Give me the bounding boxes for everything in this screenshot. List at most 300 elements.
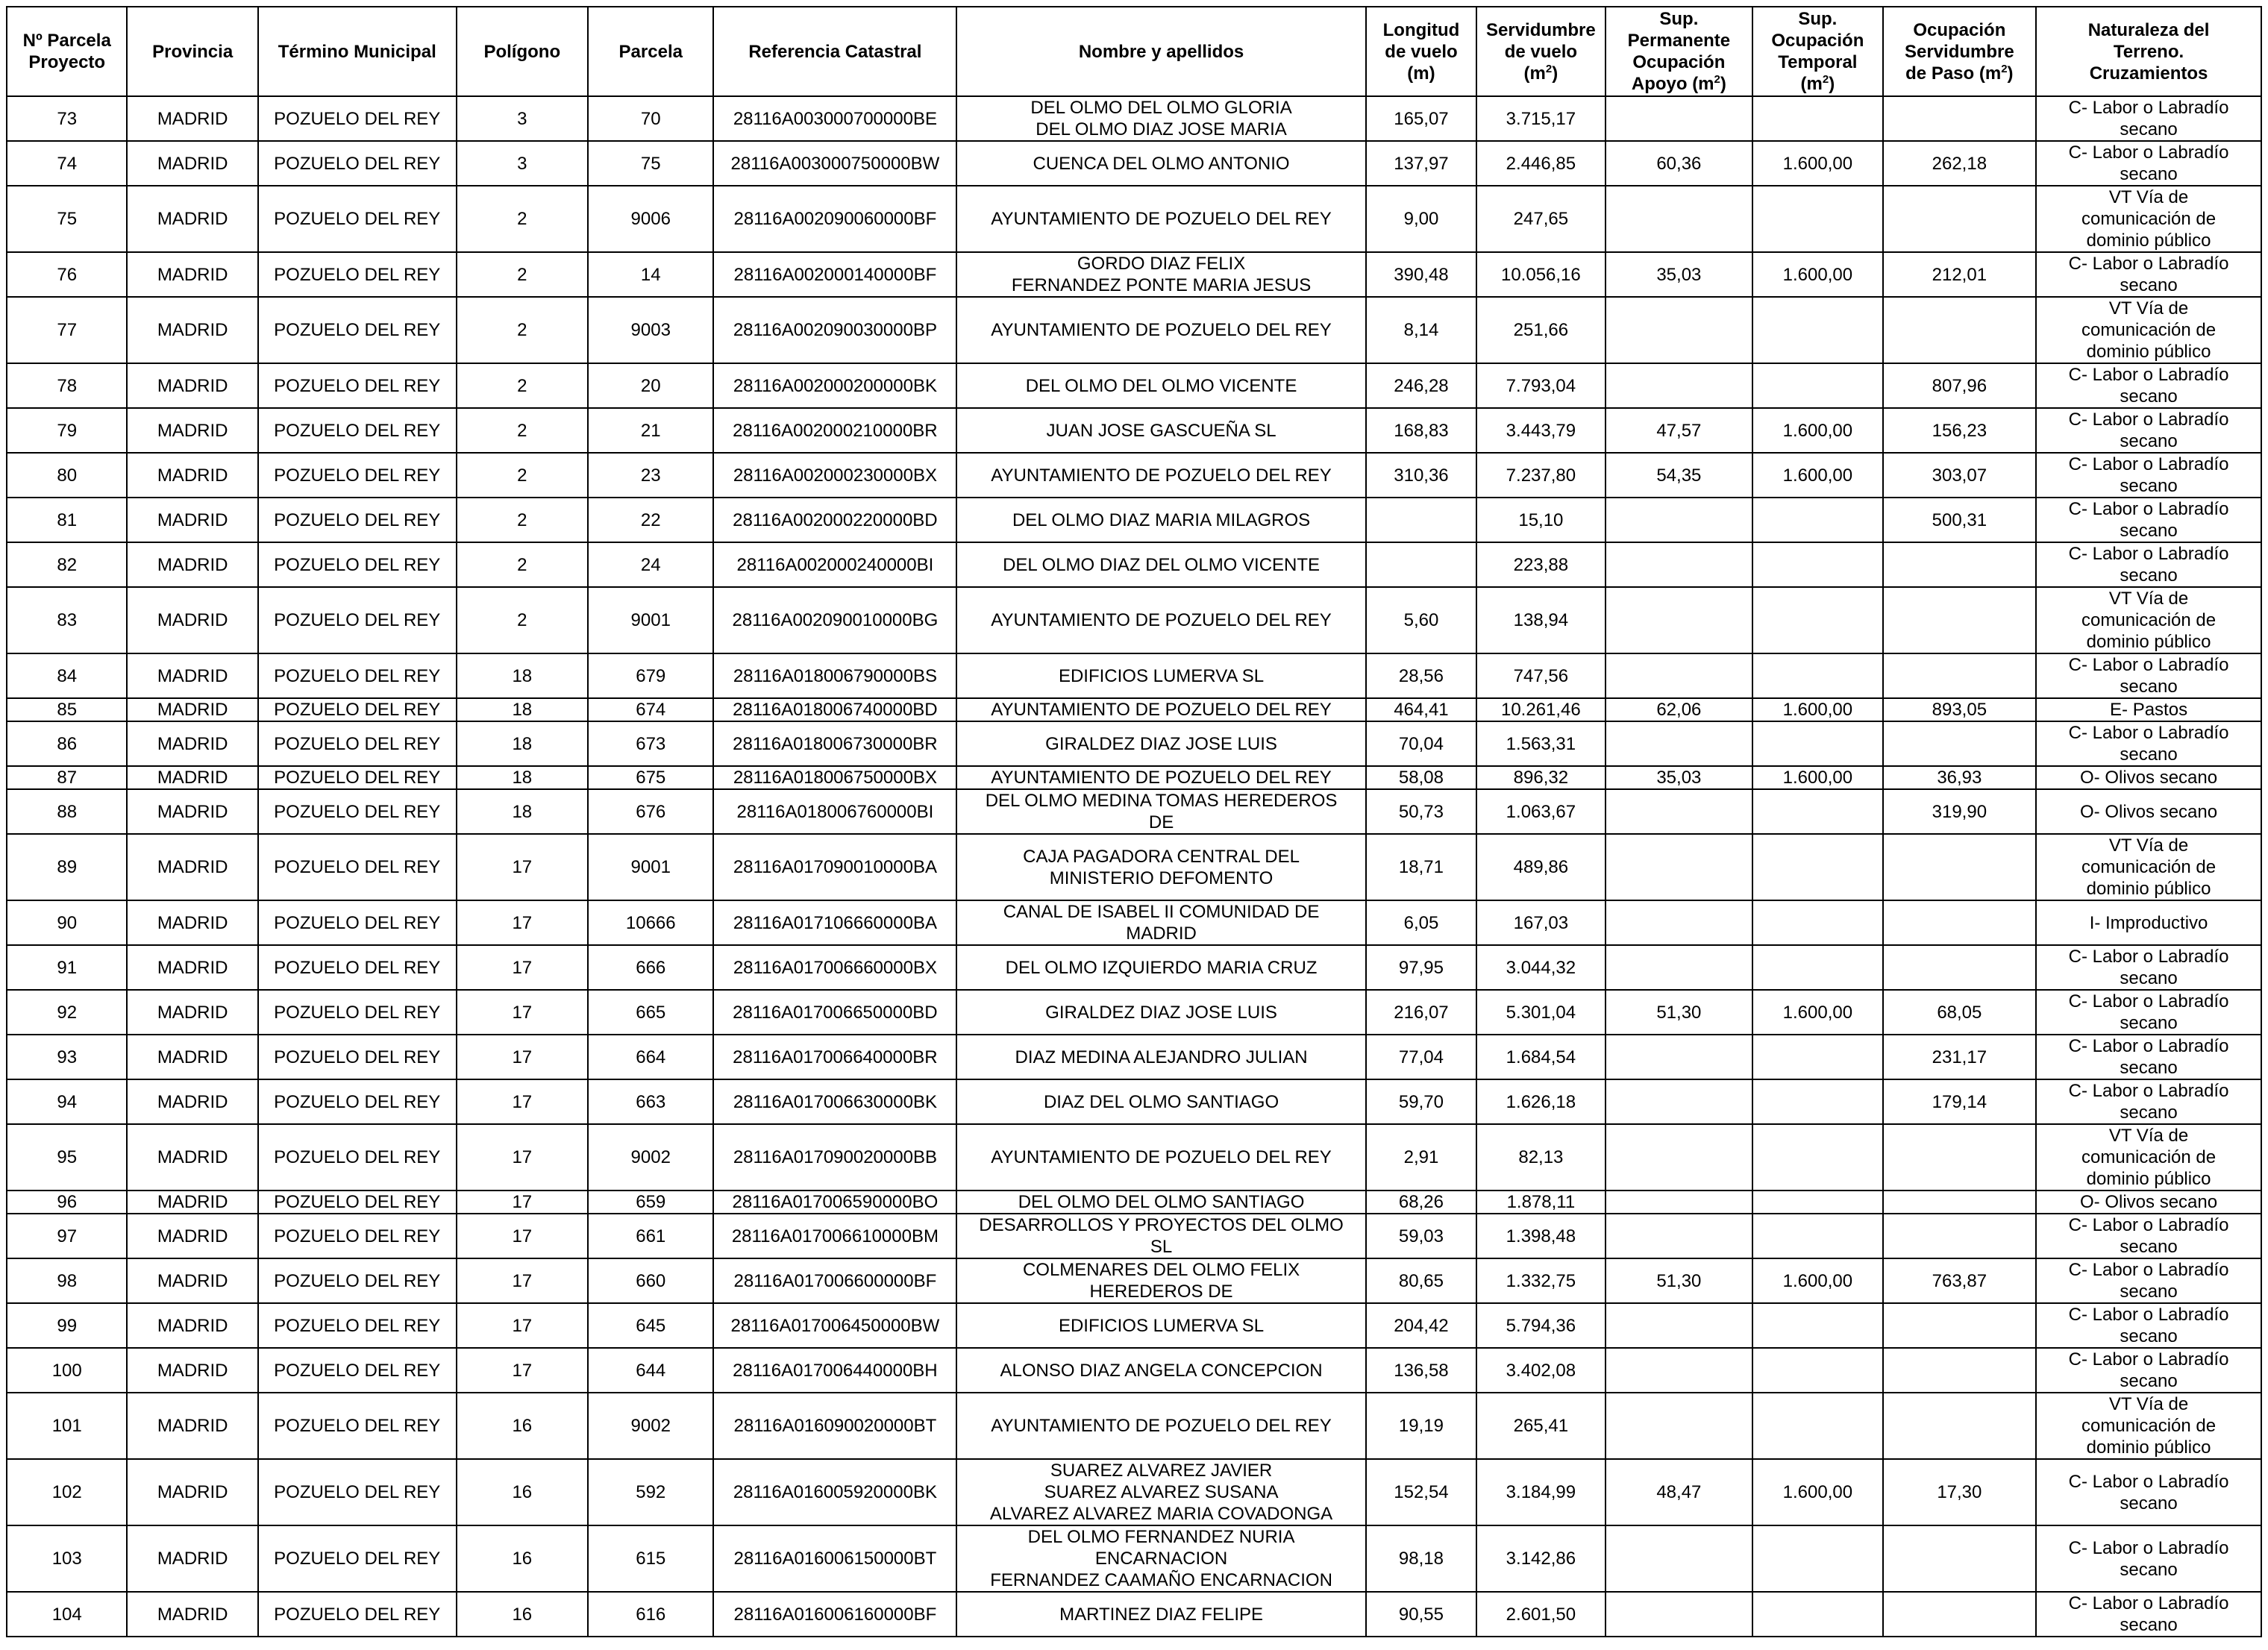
cell-permanent-support-area [1606, 721, 1753, 766]
cell-parcel-number: 80 [7, 453, 127, 498]
cell-province: MADRID [127, 1191, 257, 1214]
cell-parcel: 9001 [588, 587, 713, 653]
cell-flight-easement: 265,41 [1476, 1393, 1605, 1459]
cell-land-nature: C- Labor o Labradío secano [2036, 1348, 2261, 1393]
cell-flight-length: 390,48 [1366, 252, 1476, 297]
table-row [7, 1592, 2261, 1637]
cell-owner-name: ALONSO DIAZ ANGELA CONCEPCION [956, 1348, 1365, 1393]
header-owner-name: Nombre y apellidos [956, 7, 1365, 96]
cell-permanent-support-area [1606, 498, 1753, 542]
cell-land-nature: C- Labor o Labradío secano [2036, 408, 2261, 453]
cell-cadastral-reference: 28116A017006650000BD [713, 990, 956, 1035]
cell-province: MADRID [127, 653, 257, 698]
cell-land-nature: C- Labor o Labradío secano [2036, 1592, 2261, 1637]
cell-cadastral-reference: 28116A017006640000BR [713, 1035, 956, 1079]
cell-municipality: POZUELO DEL REY [258, 1079, 457, 1124]
cell-province: MADRID [127, 1079, 257, 1124]
cell-flight-length: 59,03 [1366, 1214, 1476, 1258]
cell-polygon: 18 [457, 698, 588, 721]
cell-province: MADRID [127, 297, 257, 363]
header-temporary-occupation: Sup. Ocupación Temporal $(m^2)$ [1752, 7, 1882, 96]
cell-flight-easement: 896,32 [1476, 766, 1605, 789]
cell-land-nature: C- Labor o Labradío secano [2036, 990, 2261, 1035]
table-row [7, 96, 2261, 141]
table-row [7, 453, 2261, 498]
cell-passage-easement [1883, 834, 2037, 900]
cell-temporary-occupation [1752, 297, 1882, 363]
cell-province: MADRID [127, 1214, 257, 1258]
cell-province: MADRID [127, 1348, 257, 1393]
cell-permanent-support-area [1606, 363, 1753, 408]
cell-temporary-occupation [1752, 587, 1882, 653]
cell-permanent-support-area [1606, 587, 1753, 653]
cell-flight-length: 70,04 [1366, 721, 1476, 766]
cell-parcel-number: 88 [7, 789, 127, 834]
cell-parcel-number: 77 [7, 297, 127, 363]
cell-parcel: 666 [588, 945, 713, 990]
cell-polygon: 17 [457, 1124, 588, 1191]
cell-polygon: 17 [457, 1191, 588, 1214]
cell-polygon: 17 [457, 1214, 588, 1258]
table-row [7, 1393, 2261, 1459]
cell-municipality: POZUELO DEL REY [258, 990, 457, 1035]
table-row [7, 1303, 2261, 1348]
header-cadastral-reference: Referencia Catastral [713, 7, 956, 96]
cell-land-nature: C- Labor o Labradío secano [2036, 1303, 2261, 1348]
table-row [7, 698, 2261, 721]
cell-permanent-support-area: 51,30 [1606, 990, 1753, 1035]
cell-polygon: 2 [457, 252, 588, 297]
cell-municipality: POZUELO DEL REY [258, 1124, 457, 1191]
cell-parcel: 615 [588, 1525, 713, 1592]
cell-province: MADRID [127, 363, 257, 408]
header-flight-easement: Servidumbre de vuelo $(m^2)$ [1476, 7, 1605, 96]
cell-owner-name: AYUNTAMIENTO DE POZUELO DEL REY [956, 766, 1365, 789]
cell-temporary-occupation [1752, 542, 1882, 587]
cell-parcel: 9002 [588, 1393, 713, 1459]
cell-owner-name: DEL OLMO DIAZ MARIA MILAGROS [956, 498, 1365, 542]
cell-land-nature: C- Labor o Labradío secano [2036, 1214, 2261, 1258]
cell-flight-length: 18,71 [1366, 834, 1476, 900]
cell-flight-length: 98,18 [1366, 1525, 1476, 1592]
cell-cadastral-reference: 28116A002000240000BI [713, 542, 956, 587]
cell-permanent-support-area [1606, 1303, 1753, 1348]
cell-polygon: 18 [457, 789, 588, 834]
cell-land-nature: O- Olivos secano [2036, 766, 2261, 789]
cell-land-nature: O- Olivos secano [2036, 1191, 2261, 1214]
cell-land-nature: VT Vía de comunicación de dominio público [2036, 1124, 2261, 1191]
cell-municipality: POZUELO DEL REY [258, 1303, 457, 1348]
cell-parcel: 14 [588, 252, 713, 297]
cell-temporary-occupation [1752, 945, 1882, 990]
cell-parcel: 665 [588, 990, 713, 1035]
cell-parcel-number: 83 [7, 587, 127, 653]
cell-land-nature: C- Labor o Labradío secano [2036, 363, 2261, 408]
cell-municipality: POZUELO DEL REY [258, 945, 457, 990]
cell-flight-length: 216,07 [1366, 990, 1476, 1035]
cell-municipality: POZUELO DEL REY [258, 408, 457, 453]
table-row [7, 990, 2261, 1035]
cell-municipality: POZUELO DEL REY [258, 766, 457, 789]
cell-parcel: 645 [588, 1303, 713, 1348]
cell-owner-name: CUENCA DEL OLMO ANTONIO [956, 141, 1365, 186]
cell-municipality: POZUELO DEL REY [258, 1525, 457, 1592]
cell-municipality: POZUELO DEL REY [258, 1191, 457, 1214]
cell-polygon: 2 [457, 297, 588, 363]
cell-passage-easement: 319,90 [1883, 789, 2037, 834]
cell-temporary-occupation [1752, 1393, 1882, 1459]
cell-cadastral-reference: 28116A017090010000BA [713, 834, 956, 900]
cell-owner-name: AYUNTAMIENTO DE POZUELO DEL REY [956, 698, 1365, 721]
cell-flight-length: 90,55 [1366, 1592, 1476, 1637]
cell-flight-easement: 3.184,99 [1476, 1459, 1605, 1525]
cell-flight-easement: 747,56 [1476, 653, 1605, 698]
cell-province: MADRID [127, 698, 257, 721]
cell-cadastral-reference: 28116A017006450000BW [713, 1303, 956, 1348]
cell-cadastral-reference: 28116A002000210000BR [713, 408, 956, 453]
cell-flight-length: 6,05 [1366, 900, 1476, 945]
cell-flight-easement: 5.301,04 [1476, 990, 1605, 1035]
cell-passage-easement: 807,96 [1883, 363, 2037, 408]
cell-parcel-number: 86 [7, 721, 127, 766]
table-row [7, 653, 2261, 698]
cell-owner-name: DEL OLMO MEDINA TOMAS HEREDEROS DE [956, 789, 1365, 834]
cell-passage-easement: 231,17 [1883, 1035, 2037, 1079]
cell-parcel: 675 [588, 766, 713, 789]
cell-parcel: 24 [588, 542, 713, 587]
header-parcel: Parcela [588, 7, 713, 96]
cell-temporary-occupation [1752, 1525, 1882, 1592]
cell-cadastral-reference: 28116A016090020000BT [713, 1393, 956, 1459]
cell-cadastral-reference: 28116A017006630000BK [713, 1079, 956, 1124]
cell-passage-easement [1883, 945, 2037, 990]
cell-owner-name: DIAZ MEDINA ALEJANDRO JULIAN [956, 1035, 1365, 1079]
cell-land-nature: VT Vía de comunicación de dominio público [2036, 297, 2261, 363]
cell-parcel-number: 81 [7, 498, 127, 542]
table-row [7, 1459, 2261, 1525]
cell-parcel-number: 78 [7, 363, 127, 408]
cell-flight-length: 28,56 [1366, 653, 1476, 698]
cell-province: MADRID [127, 834, 257, 900]
cell-flight-easement: 2.446,85 [1476, 141, 1605, 186]
cell-parcel-number: 102 [7, 1459, 127, 1525]
cell-permanent-support-area [1606, 834, 1753, 900]
cell-land-nature: C- Labor o Labradío secano [2036, 945, 2261, 990]
cell-parcel: 664 [588, 1035, 713, 1079]
cell-municipality: POZUELO DEL REY [258, 789, 457, 834]
parcel-document [6, 6, 2262, 1637]
cell-polygon: 16 [457, 1393, 588, 1459]
cell-passage-easement [1883, 186, 2037, 252]
cell-parcel: 9002 [588, 1124, 713, 1191]
cell-flight-length: 58,08 [1366, 766, 1476, 789]
cell-flight-easement: 138,94 [1476, 587, 1605, 653]
cell-province: MADRID [127, 141, 257, 186]
cell-cadastral-reference: 28116A003000700000BE [713, 96, 956, 141]
cell-flight-length: 165,07 [1366, 96, 1476, 141]
table-row [7, 186, 2261, 252]
cell-temporary-occupation [1752, 721, 1882, 766]
cell-flight-length: 246,28 [1366, 363, 1476, 408]
cell-flight-length: 464,41 [1366, 698, 1476, 721]
cell-flight-easement: 15,10 [1476, 498, 1605, 542]
cell-temporary-occupation [1752, 498, 1882, 542]
cell-passage-easement [1883, 1525, 2037, 1592]
cell-province: MADRID [127, 408, 257, 453]
cell-polygon: 17 [457, 1035, 588, 1079]
cell-province: MADRID [127, 945, 257, 990]
cell-land-nature: E- Pastos [2036, 698, 2261, 721]
table-row [7, 1079, 2261, 1124]
table-row [7, 141, 2261, 186]
cell-flight-length: 80,65 [1366, 1258, 1476, 1303]
cell-municipality: POZUELO DEL REY [258, 141, 457, 186]
cell-municipality: POZUELO DEL REY [258, 1393, 457, 1459]
cell-parcel-number: 101 [7, 1393, 127, 1459]
cell-permanent-support-area: 62,06 [1606, 698, 1753, 721]
cell-parcel: 659 [588, 1191, 713, 1214]
cell-passage-easement: 156,23 [1883, 408, 2037, 453]
cell-flight-easement: 5.794,36 [1476, 1303, 1605, 1348]
cell-temporary-occupation [1752, 1191, 1882, 1214]
cell-parcel-number: 82 [7, 542, 127, 587]
cell-flight-length: 19,19 [1366, 1393, 1476, 1459]
cell-permanent-support-area [1606, 1191, 1753, 1214]
cell-cadastral-reference: 28116A003000750000BW [713, 141, 956, 186]
cell-municipality: POZUELO DEL REY [258, 698, 457, 721]
cell-cadastral-reference: 28116A002000200000BK [713, 363, 956, 408]
cell-temporary-occupation [1752, 1214, 1882, 1258]
cell-land-nature: I- Improductivo [2036, 900, 2261, 945]
cell-parcel: 10666 [588, 900, 713, 945]
cell-passage-easement [1883, 653, 2037, 698]
cell-owner-name: COLMENARES DEL OLMO FELIX HEREDEROS DE [956, 1258, 1365, 1303]
cell-flight-easement: 7.237,80 [1476, 453, 1605, 498]
cell-parcel-number: 85 [7, 698, 127, 721]
cell-temporary-occupation [1752, 789, 1882, 834]
cell-land-nature: VT Vía de comunicación de dominio público [2036, 1393, 2261, 1459]
cell-municipality: POZUELO DEL REY [258, 542, 457, 587]
table-row [7, 945, 2261, 990]
cell-permanent-support-area [1606, 653, 1753, 698]
cell-polygon: 3 [457, 96, 588, 141]
cell-permanent-support-area: 47,57 [1606, 408, 1753, 453]
cell-parcel: 70 [588, 96, 713, 141]
cell-permanent-support-area [1606, 1348, 1753, 1393]
cell-flight-easement: 3.443,79 [1476, 408, 1605, 453]
cell-passage-easement [1883, 1348, 2037, 1393]
cell-passage-easement: 500,31 [1883, 498, 2037, 542]
cell-flight-length: 310,36 [1366, 453, 1476, 498]
cell-permanent-support-area: 60,36 [1606, 141, 1753, 186]
cell-cadastral-reference: 28116A017006590000BO [713, 1191, 956, 1214]
cell-parcel: 679 [588, 653, 713, 698]
cell-parcel: 673 [588, 721, 713, 766]
cell-municipality: POZUELO DEL REY [258, 721, 457, 766]
cell-province: MADRID [127, 587, 257, 653]
cell-province: MADRID [127, 1303, 257, 1348]
cell-temporary-occupation [1752, 1303, 1882, 1348]
header-parcel-number: Nº Parcela Proyecto [7, 7, 127, 96]
cell-flight-easement: 82,13 [1476, 1124, 1605, 1191]
cell-passage-easement [1883, 587, 2037, 653]
cell-parcel: 75 [588, 141, 713, 186]
cell-parcel: 22 [588, 498, 713, 542]
cell-owner-name: DEL OLMO DEL OLMO SANTIAGO [956, 1191, 1365, 1214]
table-row [7, 721, 2261, 766]
cell-land-nature: C- Labor o Labradío secano [2036, 1079, 2261, 1124]
cell-parcel: 663 [588, 1079, 713, 1124]
cell-polygon: 17 [457, 900, 588, 945]
cell-land-nature: C- Labor o Labradío secano [2036, 1459, 2261, 1525]
table-row [7, 587, 2261, 653]
cell-permanent-support-area: 35,03 [1606, 252, 1753, 297]
cell-polygon: 2 [457, 542, 588, 587]
cell-flight-length: 97,95 [1366, 945, 1476, 990]
cell-flight-easement: 10.261,46 [1476, 698, 1605, 721]
cell-parcel-number: 75 [7, 186, 127, 252]
cell-passage-easement: 212,01 [1883, 252, 2037, 297]
cell-municipality: POZUELO DEL REY [258, 587, 457, 653]
cell-temporary-occupation [1752, 1348, 1882, 1393]
cell-province: MADRID [127, 721, 257, 766]
cell-province: MADRID [127, 1459, 257, 1525]
cell-parcel-number: 97 [7, 1214, 127, 1258]
table-row [7, 1214, 2261, 1258]
cell-owner-name: AYUNTAMIENTO DE POZUELO DEL REY [956, 587, 1365, 653]
cell-polygon: 16 [457, 1592, 588, 1637]
header-flight-length: Longitud de vuelo (m) [1366, 7, 1476, 96]
cell-permanent-support-area: 54,35 [1606, 453, 1753, 498]
cell-land-nature: C- Labor o Labradío secano [2036, 1035, 2261, 1079]
cell-owner-name: DIAZ DEL OLMO SANTIAGO [956, 1079, 1365, 1124]
cell-polygon: 2 [457, 587, 588, 653]
cell-cadastral-reference: 28116A017090020000BB [713, 1124, 956, 1191]
cell-passage-easement: 303,07 [1883, 453, 2037, 498]
cell-owner-name: CAJA PAGADORA CENTRAL DEL MINISTERIO DEFOMENTO [956, 834, 1365, 900]
cell-flight-easement: 251,66 [1476, 297, 1605, 363]
cell-polygon: 17 [457, 834, 588, 900]
table-row [7, 297, 2261, 363]
cell-polygon: 16 [457, 1459, 588, 1525]
cell-flight-length: 168,83 [1366, 408, 1476, 453]
cell-flight-length: 137,97 [1366, 141, 1476, 186]
cell-parcel-number: 96 [7, 1191, 127, 1214]
cell-flight-easement: 167,03 [1476, 900, 1605, 945]
cell-municipality: POZUELO DEL REY [258, 498, 457, 542]
cell-polygon: 17 [457, 1258, 588, 1303]
cell-province: MADRID [127, 453, 257, 498]
cell-land-nature: VT Vía de comunicación de dominio público [2036, 834, 2261, 900]
cell-cadastral-reference: 28116A016006160000BF [713, 1592, 956, 1637]
cell-municipality: POZUELO DEL REY [258, 96, 457, 141]
cell-province: MADRID [127, 990, 257, 1035]
table-row [7, 363, 2261, 408]
cell-temporary-occupation [1752, 1079, 1882, 1124]
cell-owner-name: DEL OLMO FERNANDEZ NURIA ENCARNACION FERNANDEZ CAAMAÑO ENCARNACION [956, 1525, 1365, 1592]
cell-cadastral-reference: 28116A017006440000BH [713, 1348, 956, 1393]
cell-province: MADRID [127, 1258, 257, 1303]
cell-flight-easement: 1.626,18 [1476, 1079, 1605, 1124]
cell-parcel: 592 [588, 1459, 713, 1525]
cell-parcel-number: 79 [7, 408, 127, 453]
cell-land-nature: VT Vía de comunicación de dominio público [2036, 587, 2261, 653]
cell-permanent-support-area [1606, 1035, 1753, 1079]
cell-land-nature: C- Labor o Labradío secano [2036, 653, 2261, 698]
cell-parcel: 674 [588, 698, 713, 721]
cell-permanent-support-area [1606, 297, 1753, 363]
cell-land-nature: C- Labor o Labradío secano [2036, 252, 2261, 297]
cell-municipality: POZUELO DEL REY [258, 900, 457, 945]
cell-cadastral-reference: 28116A002090030000BP [713, 297, 956, 363]
cell-flight-easement: 3.715,17 [1476, 96, 1605, 141]
cell-cadastral-reference: 28116A002000230000BX [713, 453, 956, 498]
cell-owner-name: GIRALDEZ DIAZ JOSE LUIS [956, 721, 1365, 766]
cell-polygon: 17 [457, 990, 588, 1035]
cell-land-nature: VT Vía de comunicación de dominio público [2036, 186, 2261, 252]
cell-owner-name: AYUNTAMIENTO DE POZUELO DEL REY [956, 1393, 1365, 1459]
cell-passage-easement: 763,87 [1883, 1258, 2037, 1303]
cell-municipality: POZUELO DEL REY [258, 297, 457, 363]
cell-temporary-occupation [1752, 1124, 1882, 1191]
cell-parcel: 660 [588, 1258, 713, 1303]
cell-owner-name: CANAL DE ISABEL II COMUNIDAD DE MADRID [956, 900, 1365, 945]
cell-temporary-occupation [1752, 834, 1882, 900]
cell-flight-easement: 3.044,32 [1476, 945, 1605, 990]
cell-land-nature: C- Labor o Labradío secano [2036, 542, 2261, 587]
cell-cadastral-reference: 28116A017006600000BF [713, 1258, 956, 1303]
cell-parcel-number: 89 [7, 834, 127, 900]
table-row [7, 900, 2261, 945]
cell-flight-easement: 3.142,86 [1476, 1525, 1605, 1592]
cell-temporary-occupation: 1.600,00 [1752, 252, 1882, 297]
cell-owner-name: EDIFICIOS LUMERVA SL [956, 653, 1365, 698]
header-province: Provincia [127, 7, 257, 96]
table-row [7, 834, 2261, 900]
cell-owner-name: AYUNTAMIENTO DE POZUELO DEL REY [956, 297, 1365, 363]
cell-temporary-occupation: 1.600,00 [1752, 1459, 1882, 1525]
cell-province: MADRID [127, 1592, 257, 1637]
cell-passage-easement [1883, 96, 2037, 141]
cell-cadastral-reference: 28116A018006790000BS [713, 653, 956, 698]
cell-owner-name: JUAN JOSE GASCUEÑA SL [956, 408, 1365, 453]
cell-flight-easement: 1.398,48 [1476, 1214, 1605, 1258]
table-row [7, 542, 2261, 587]
table-row [7, 252, 2261, 297]
cell-temporary-occupation [1752, 1035, 1882, 1079]
cell-province: MADRID [127, 1393, 257, 1459]
cell-municipality: POZUELO DEL REY [258, 1592, 457, 1637]
header-permanent-support-area: Sup. Permanente Ocupación Apoyo $(m^2)$ [1606, 7, 1753, 96]
cell-passage-easement [1883, 1393, 2037, 1459]
table-row [7, 498, 2261, 542]
cell-parcel-number: 95 [7, 1124, 127, 1191]
cell-parcel-number: 103 [7, 1525, 127, 1592]
cell-parcel-number: 87 [7, 766, 127, 789]
cell-parcel-number: 90 [7, 900, 127, 945]
cell-temporary-occupation [1752, 653, 1882, 698]
cell-province: MADRID [127, 252, 257, 297]
cell-passage-easement: 36,93 [1883, 766, 2037, 789]
cell-parcel: 21 [588, 408, 713, 453]
cell-cadastral-reference: 28116A017106660000BA [713, 900, 956, 945]
cell-parcel-number: 73 [7, 96, 127, 141]
cell-flight-length: 136,58 [1366, 1348, 1476, 1393]
cell-cadastral-reference: 28116A018006730000BR [713, 721, 956, 766]
cell-flight-length: 50,73 [1366, 789, 1476, 834]
cell-parcel-number: 100 [7, 1348, 127, 1393]
cell-province: MADRID [127, 186, 257, 252]
